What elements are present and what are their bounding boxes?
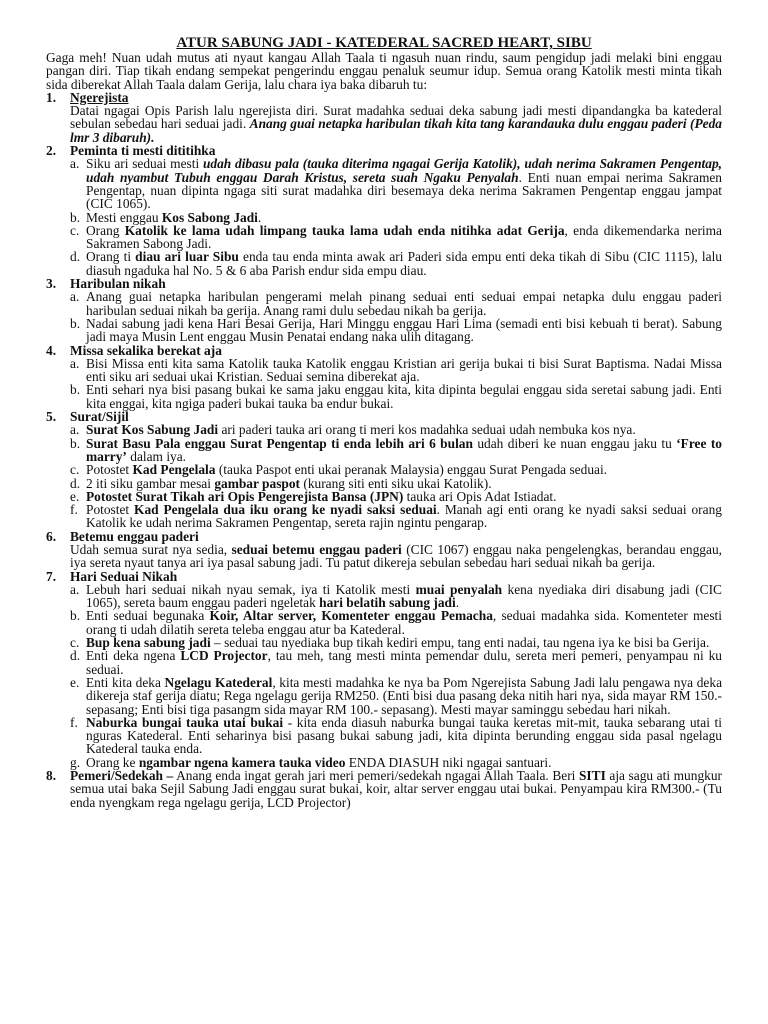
section-number: 5.: [46, 409, 57, 425]
item-text: . Manah agi enti orang ke nyadi saksi seduai orang Katolik ke udah nerima Sakramen Pengentap, sereta rajin ngintu pengarap.: [86, 502, 722, 531]
item-emphasis: Naburka bungai tauka utai bukai: [86, 714, 284, 730]
item-letter: e.: [70, 674, 80, 690]
body-text: Udah semua surat nya sedia,: [70, 541, 232, 557]
item-emphasis: LCD Projector: [180, 648, 268, 664]
item-emphasis: ‘Free to marry’: [86, 435, 722, 464]
section-number: 6.: [46, 528, 57, 544]
item-text: .: [257, 209, 262, 225]
section-4: [46, 344, 722, 357]
list-item: [46, 290, 722, 317]
section-body: [70, 104, 722, 144]
item-emphasis: hari belatih sabung jadi: [319, 595, 456, 611]
item-emphasis: Surat Kos Sabung Jadi: [86, 422, 219, 438]
section-number: 4.: [46, 342, 57, 358]
section-number: 2.: [46, 143, 57, 159]
item-letter: e.: [70, 488, 80, 504]
section-number: 7.: [46, 568, 57, 584]
body-emphasis: Anang guai netapka haribulan tikah kita tang karandauka dulu enggau paderi (Peda lmr 3 dibaruh).: [70, 116, 722, 145]
body-emphasis: seduai betemu enggau paderi: [231, 541, 402, 557]
section-number: 3.: [46, 276, 57, 292]
item-text: - kita enda diasuh naburka bungai tauka keretas mit-mit, tauka sebarang utai ti nguras Katederal. Enti seharinya bisi pasang bukai sabung jadi, kita dipinta berunding enggau sida pasal ngelagu Katederal tauka enda.: [86, 714, 722, 757]
item-letter: b.: [70, 435, 81, 451]
list-item: [46, 503, 722, 530]
list-item: [46, 609, 722, 636]
item-emphasis: Ngelagu Katederal: [164, 674, 273, 690]
section-heading: Peminta ti mesti dititihka: [70, 143, 216, 159]
body-text: Anang enda ingat gerah jari meri pemeri/sedekah ngagai Allah Taala. Beri: [173, 768, 579, 784]
item-letter: b.: [70, 382, 81, 398]
item-text: tauka ari Opis Adat Istiadat.: [403, 488, 557, 504]
item-emphasis: Koir, Altar server, Komenteter enggau Pemacha: [209, 608, 493, 624]
item-emphasis: muai penyalah: [415, 581, 503, 597]
item-emphasis: udah dibasu pala (tauka diterima ngagai Gerija Katolik), udah nerima Sakramen Pengentap, udah nyambut Tubuh enggau Darah Kristus, sereta suah Ngaku Penyalah: [86, 156, 722, 185]
body-emphasis: SITI: [578, 768, 606, 784]
item-text: Orang ke: [86, 754, 139, 770]
list-item: [46, 157, 722, 210]
body-text: aja sagu ati mungkur semua utai baka Sejil Sabung Jadi enggau surat bukai, koir, altar server enggau utai bukai. Penyampau kira RM300.- (Tu enda nyengkam rega ngelagu gerija, LCD Projector): [70, 768, 722, 810]
list-item: [46, 636, 722, 649]
list-item: [46, 317, 722, 344]
item-text: – seduai tau nyediaka bup tikah kediri empu, tang enti nadai, tau ngena iya ke bisi ba Gerija.: [210, 635, 710, 651]
section-heading: Surat/Sijil: [70, 409, 129, 425]
section-5: [46, 410, 722, 423]
item-letter: c.: [70, 635, 80, 651]
list-item: [46, 250, 722, 277]
item-letter: d.: [70, 648, 81, 664]
section-heading: Haribulan nikah: [70, 276, 166, 292]
item-letter: b.: [70, 315, 81, 331]
section-number: 1.: [46, 89, 57, 105]
section-1: [46, 91, 722, 144]
item-text: Siku ari seduai mesti: [86, 156, 203, 172]
list-item: [46, 383, 722, 410]
body-text: Datai ngagai Opis Parish lalu ngerejista diri. Surat madahka seduai deka sabung jadi mesti dipandangka ba katederal sebulan sebedau hari seduai jadi.: [70, 103, 722, 132]
item-letter: a.: [70, 289, 80, 305]
item-letter: b.: [70, 209, 81, 225]
item-letter: a.: [70, 156, 80, 172]
section-8: [46, 769, 722, 809]
list-item: [46, 357, 722, 384]
item-letter: c.: [70, 222, 80, 238]
item-text: Nadai sabung jadi kena Hari Besai Gerija, Hari Minggu enggau Hari Lima (semadi enti bisi kebuah ti berat). Sabung jadi maya Musin Lent enggau Musin Penatai endang naka ulih ditagang.: [86, 315, 722, 345]
item-letter: c.: [70, 462, 80, 478]
item-emphasis: Kad Pengelala dua iku orang ke nyadi saksi seduai: [134, 502, 437, 518]
list-item: [46, 437, 722, 464]
item-text: , seduai madahka sida. Komenteter mesti orang ti udah dilatih sereta teleba enggau atur ba Katederal.: [86, 608, 723, 637]
section-heading: Missa sekalika berekat aja: [70, 342, 222, 358]
list-item: [46, 463, 722, 476]
list-item: [46, 477, 722, 490]
list-item: [46, 676, 722, 716]
section-body: [70, 543, 722, 570]
item-text: Potostet: [86, 502, 135, 518]
section-heading: Pemeri/Sedekah –: [70, 768, 174, 784]
item-letter: a.: [70, 422, 80, 438]
item-text: . Enti nuan empai nerima Sakramen Pengentap, nuan dipinta ngaga siti surat madahka diri besemaya deka nerima Sakramen Pengentap enggau jampat (CIC 1065).: [86, 169, 722, 212]
intro-paragraph: Gaga meh! Nuan udah mutus ati nyaut kangau Allah Taala ti ngasuh nuan rindu, saum pengidup jadi melaki bini enggau pangan diri. Tiap tikah endang sempekat pengerindu enggau penaluk seumur idup. Semua orang Katolik mesti minta tikah sida diberekat Allah Taala dalam Gerija, lalu chara iya baka dibaruh tu:: [46, 50, 722, 92]
item-text: 2 iti siku gambar mesai: [86, 475, 215, 491]
item-text: Lebuh hari seduai nikah nyau semak, iya ti Katolik mesti: [86, 581, 416, 597]
item-text: (tauka Paspot enti ukai peranak Malaysia) enggau Surat Pengada seduai.: [215, 462, 608, 478]
item-emphasis: ngambar ngena kamera tauka video: [138, 754, 346, 770]
item-text: Potostet: [86, 462, 133, 478]
item-emphasis: diau ari luar Sibu: [135, 249, 239, 265]
item-text: Enti deka ngena: [86, 648, 181, 664]
item-text: Enti sehari nya bisi pasang bukai ke sama jaku enggau kita, kita dipinta begulai enggau sida seretai sabung jadi. Enti kita enggai, kita ngiga paderi bukai tauka ba endur bukai.: [86, 382, 722, 411]
item-text: (kurang siti enti siku ukai Katolik).: [300, 475, 492, 491]
item-text: Bisi Missa enti kita sama Katolik tauka Katolik enggau Kristian ari gerija bukai ti bisi Surat Baptisma. Nadai Missa enti siku ari seduai ukai Kristian. Seduai semina diberekat aja.: [86, 355, 722, 385]
list-item: [46, 756, 722, 769]
item-text: .: [455, 595, 460, 611]
item-emphasis: Bup kena sabung jadi: [86, 635, 211, 651]
item-letter: b.: [70, 608, 81, 624]
section-7: [46, 570, 722, 583]
item-text: Mesti enggau: [86, 209, 162, 225]
section-6: [46, 530, 722, 570]
section-3: [46, 277, 722, 290]
item-letter: d.: [70, 475, 81, 491]
item-text: Enti seduai begunaka: [86, 608, 210, 624]
item-text: kena nyediaka diri disabung jadi (CIC 1065), sereta baum enggau paderi ngeletak: [86, 581, 722, 611]
item-text: Enti kita deka: [86, 674, 165, 690]
item-emphasis: Katolik ke lama udah limpang tauka lama udah enda nitihka adat Gerija: [124, 222, 565, 238]
item-text: dalam iya.: [126, 448, 187, 464]
section-heading: Ngerejista: [70, 89, 129, 105]
item-letter: g.: [70, 754, 81, 770]
page-title: ATUR SABUNG JADI - KATEDERAL SACRED HEART, SIBU: [176, 35, 592, 51]
item-text: ENDA DIASUH niki ngagai santuari.: [345, 754, 552, 770]
item-letter: a.: [70, 355, 80, 371]
list-item: [46, 224, 722, 251]
item-text: enda tau enda minta awak ari Paderi sida empu enti deka tikah di Sibu (CIC 1115), lalu diasuh ngaduka hal No. 5 & 6 aba Parish endur sida empu diau.: [86, 249, 722, 278]
list-item: [46, 716, 722, 756]
section-heading: Hari Seduai Nikah: [70, 568, 178, 584]
body-text: (CIC 1067) enggau naka pengelengkas, berandau enggau, iya sereta nyaut tanya ari iya pasal sabung jadi. Tu patut dikereja sebulan sebedau hari seduai nikah ba gerija.: [70, 541, 722, 571]
item-text: , tau meh, tang mesti minta pemendar dulu, sereta meri pemeri, penyampau ni ku seduai.: [86, 648, 723, 677]
item-text: Anang guai netapka haribulan pengerami melah pinang seduai enti seduai empai netapka dulu enggau paderi haribulan seduai nikah ba gerija. Anang rami dulu sebedau nikah ba gerija.: [86, 289, 722, 318]
list-item: [46, 211, 722, 224]
item-text: , kita mesti madahka ke nya ba Pom Ngerejista Sabung Jadi lalu pengawa nya deka dikereja staf gerija diatu; Rega ngelagu gerija RM250. (Enti bisi dua pasang deka nitih hari nya, sida mayar RM 150.-sepasang; Enti bisi tiga pasangm sida mayar RM 100.- sepasang). Mesti mayar saminggu sebedau hari nikah.: [86, 674, 723, 717]
list-item: [46, 649, 722, 676]
item-text: udah diberi ke nuan enggau jaku tu: [472, 435, 677, 451]
list-item: [46, 490, 722, 503]
item-text: Orang: [86, 222, 125, 238]
item-text: ari paderi tauka ari orang ti meri kos madahka seduai udah nembuka kos nya.: [218, 422, 636, 438]
item-letter: d.: [70, 249, 81, 265]
item-letter: f.: [70, 502, 78, 518]
list-item: [46, 583, 722, 610]
item-emphasis: Kos Sabong Jadi: [161, 209, 258, 225]
item-text: , enda dikemendarka nerima Sakramen Sabong Jadi.: [86, 222, 722, 252]
section-number: 8.: [46, 768, 57, 784]
item-emphasis: Surat Basu Pala enggau Surat Pengentap ti enda lebih ari 6 bulan: [86, 435, 473, 451]
item-letter: a.: [70, 581, 80, 597]
item-emphasis: Kad Pengelala: [132, 462, 216, 478]
item-emphasis: gambar paspot: [214, 475, 301, 491]
section-heading: Betemu enggau paderi: [70, 528, 199, 544]
list-item: [46, 423, 722, 436]
item-text: Orang ti: [86, 249, 136, 265]
item-letter: f.: [70, 714, 78, 730]
section-2: [46, 144, 722, 157]
item-emphasis: Potostet Surat Tikah ari Opis Pengerejista Bansa (JPN): [86, 488, 404, 504]
